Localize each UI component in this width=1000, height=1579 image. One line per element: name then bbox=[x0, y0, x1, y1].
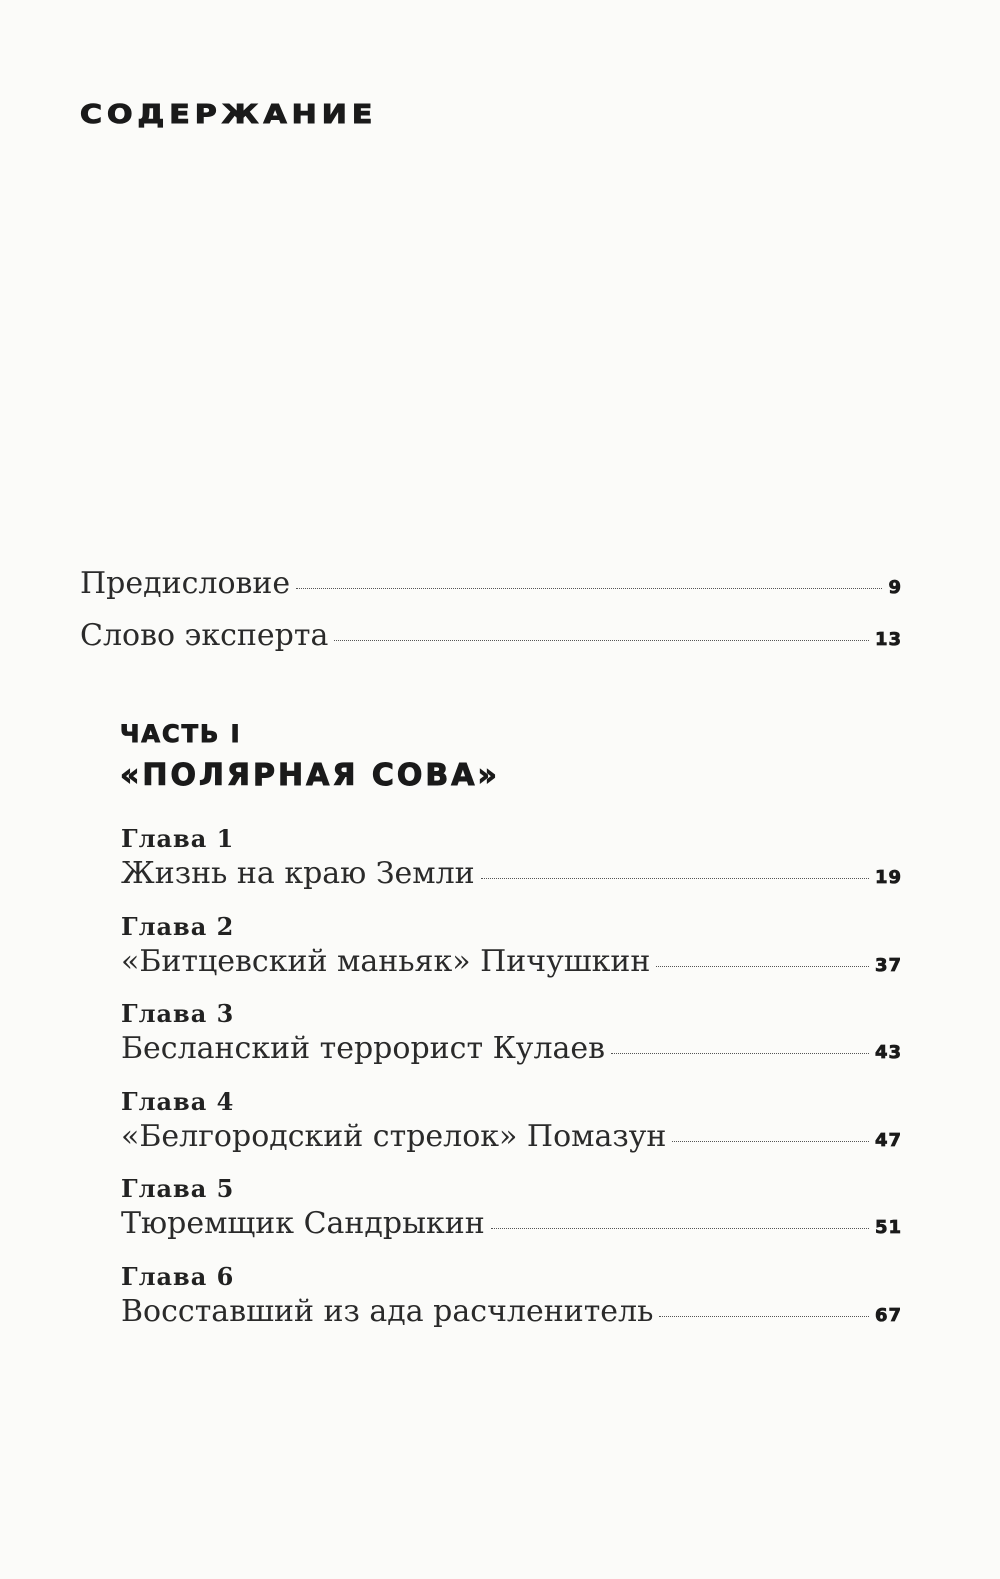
dot-leader bbox=[672, 1140, 869, 1142]
toc-entry-text: Жизнь на краю Земли bbox=[121, 856, 475, 891]
dot-leader bbox=[611, 1052, 869, 1054]
toc-page-number: 13 bbox=[874, 629, 902, 650]
chapter-label: Глава 2 bbox=[121, 912, 235, 941]
toc-entry-text: Слово эксперта bbox=[80, 618, 329, 653]
toc-entry-chapter-6[interactable] bbox=[121, 1294, 902, 1329]
chapter-label: Глава 5 bbox=[121, 1174, 235, 1203]
toc-entry-preface[interactable] bbox=[80, 566, 902, 601]
toc-entry-chapter-3[interactable] bbox=[121, 1031, 902, 1066]
toc-page-number: 9 bbox=[888, 577, 902, 598]
toc-entry-text: Восставший из ада расчленитель bbox=[121, 1294, 654, 1329]
toc-entry-chapter-2[interactable] bbox=[121, 944, 902, 979]
chapter-label: Глава 3 bbox=[121, 999, 235, 1028]
page-title: СОДЕРЖАНИЕ bbox=[80, 100, 378, 130]
toc-entry-text: «Белгородский стрелок» Помазун bbox=[121, 1119, 667, 1154]
toc-page-number: 47 bbox=[874, 1130, 902, 1151]
dot-leader bbox=[656, 965, 869, 967]
part-name: «ПОЛЯРНАЯ СОВА» bbox=[120, 758, 500, 793]
toc-entry-text: Бесланский террорист Кулаев bbox=[121, 1031, 606, 1066]
dot-leader bbox=[334, 639, 869, 641]
toc-page-number: 37 bbox=[874, 955, 902, 976]
toc-entry-text: Предисловие bbox=[80, 566, 291, 601]
part-label: ЧАСТЬ I bbox=[120, 720, 242, 748]
dot-leader bbox=[491, 1227, 869, 1229]
toc-page-number: 43 bbox=[874, 1042, 902, 1063]
toc-entry-chapter-1[interactable] bbox=[121, 856, 902, 891]
toc-entry-text: Тюремщик Сандрыкин bbox=[121, 1206, 485, 1241]
dot-leader bbox=[659, 1315, 868, 1317]
toc-entry-chapter-4[interactable] bbox=[121, 1119, 902, 1154]
chapter-label: Глава 4 bbox=[121, 1087, 235, 1116]
toc-page-number: 51 bbox=[874, 1217, 902, 1238]
toc-entry-chapter-5[interactable] bbox=[121, 1206, 902, 1241]
dot-leader bbox=[481, 877, 869, 879]
dot-leader bbox=[296, 587, 882, 589]
toc-page-number: 67 bbox=[874, 1305, 902, 1326]
chapter-label: Глава 1 bbox=[121, 824, 235, 853]
toc-entry-text: «Битцевский маньяк» Пичушкин bbox=[121, 944, 651, 979]
chapter-label: Глава 6 bbox=[121, 1262, 235, 1291]
toc-entry-expert-word[interactable] bbox=[80, 618, 902, 653]
toc-page-number: 19 bbox=[874, 867, 902, 888]
